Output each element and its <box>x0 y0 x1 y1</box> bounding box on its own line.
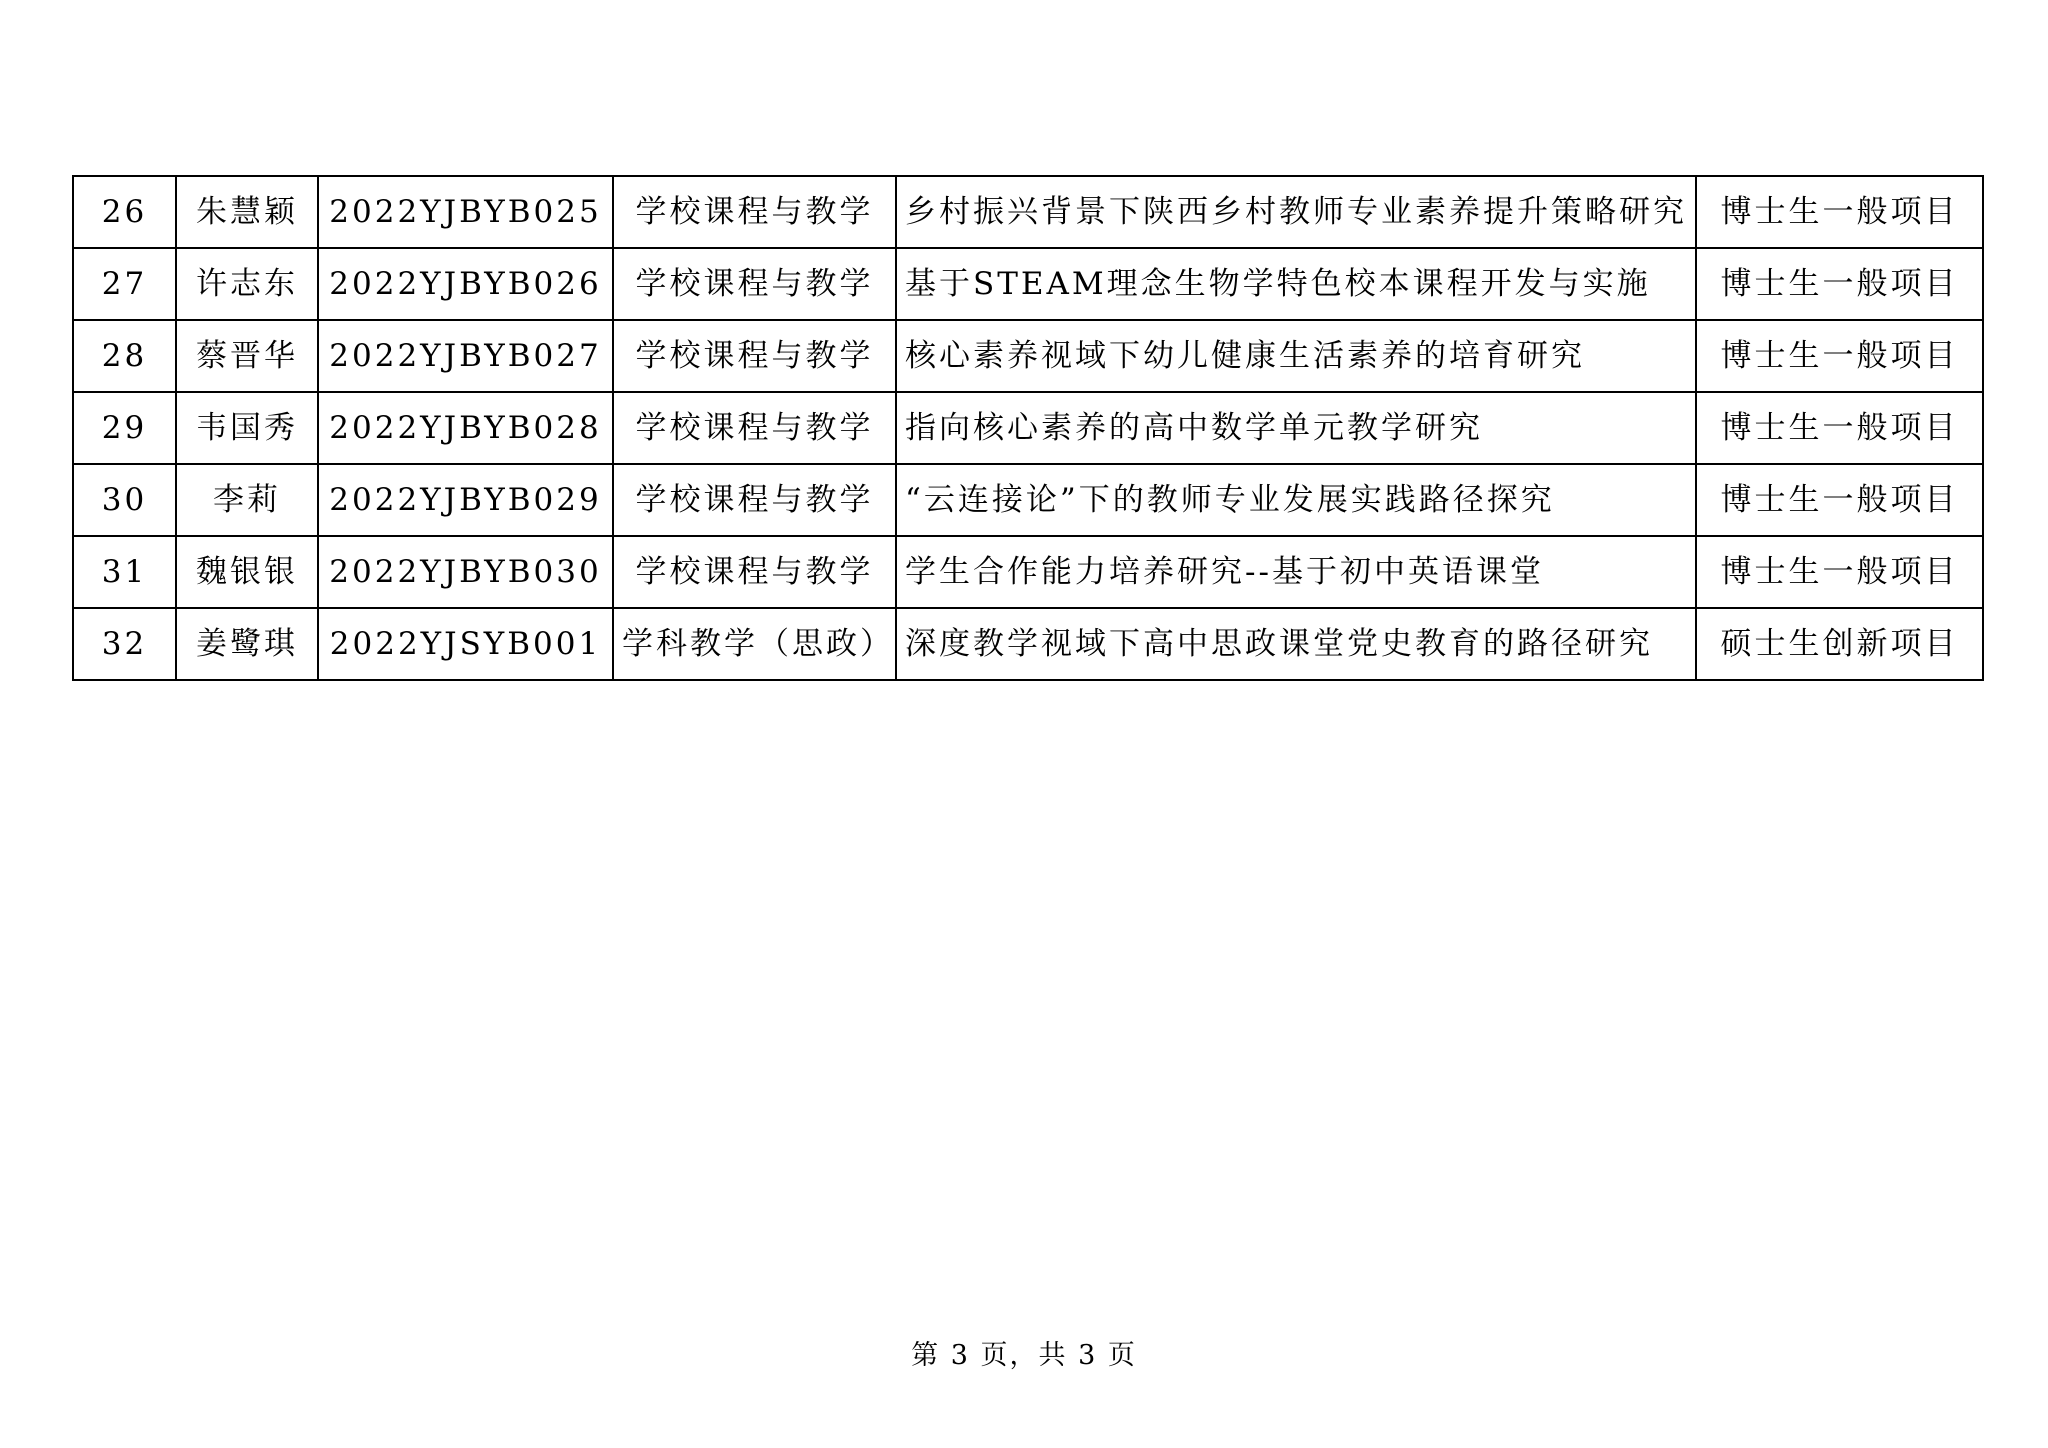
row-number-cell: 30 <box>73 464 176 536</box>
project-title-cell: 深度教学视域下高中思政课堂党史教育的路径研究 <box>896 608 1696 680</box>
project-title-cell: “云连接论”下的教师专业发展实践路径探究 <box>896 464 1696 536</box>
row-number-cell: 32 <box>73 608 176 680</box>
table-row <box>73 464 1983 536</box>
project-type-cell: 硕士生创新项目 <box>1696 608 1983 680</box>
project-code-cell: 2022YJBYB029 <box>318 464 613 536</box>
project-title-cell: 指向核心素养的高中数学单元教学研究 <box>896 392 1696 464</box>
project-type-cell: 博士生一般项目 <box>1696 464 1983 536</box>
project-type-cell: 博士生一般项目 <box>1696 176 1983 248</box>
page-footer: 第 3 页，共 3 页 <box>911 1340 1137 1371</box>
project-code-cell: 2022YJBYB028 <box>318 392 613 464</box>
table-row <box>73 608 1983 680</box>
row-number-cell: 26 <box>73 176 176 248</box>
table-row <box>73 320 1983 392</box>
table-row <box>73 536 1983 608</box>
project-table-body <box>73 176 1983 680</box>
discipline-cell: 学校课程与教学 <box>613 176 896 248</box>
project-code-cell: 2022YJBYB030 <box>318 536 613 608</box>
project-type-cell: 博士生一般项目 <box>1696 248 1983 320</box>
project-title-cell: 基于STEAM理念生物学特色校本课程开发与实施 <box>896 248 1696 320</box>
table-row <box>73 176 1983 248</box>
discipline-cell: 学校课程与教学 <box>613 392 896 464</box>
name-cell: 李莉 <box>176 464 318 536</box>
name-cell: 许志东 <box>176 248 318 320</box>
project-code-cell: 2022YJSYB001 <box>318 608 613 680</box>
project-title-cell: 核心素养视域下幼儿健康生活素养的培育研究 <box>896 320 1696 392</box>
discipline-cell: 学校课程与教学 <box>613 248 896 320</box>
row-number-cell: 27 <box>73 248 176 320</box>
row-number-cell: 31 <box>73 536 176 608</box>
project-code-cell: 2022YJBYB026 <box>318 248 613 320</box>
name-cell: 韦国秀 <box>176 392 318 464</box>
discipline-cell: 学科教学（思政） <box>613 608 896 680</box>
project-type-cell: 博士生一般项目 <box>1696 392 1983 464</box>
project-title-cell: 学生合作能力培养研究--基于初中英语课堂 <box>896 536 1696 608</box>
name-cell: 蔡晋华 <box>176 320 318 392</box>
project-code-cell: 2022YJBYB025 <box>318 176 613 248</box>
name-cell: 姜鹭琪 <box>176 608 318 680</box>
project-type-cell: 博士生一般项目 <box>1696 536 1983 608</box>
discipline-cell: 学校课程与教学 <box>613 464 896 536</box>
project-table <box>72 175 1984 681</box>
project-title-cell: 乡村振兴背景下陕西乡村教师专业素养提升策略研究 <box>896 176 1696 248</box>
row-number-cell: 29 <box>73 392 176 464</box>
discipline-cell: 学校课程与教学 <box>613 536 896 608</box>
table-row <box>73 248 1983 320</box>
name-cell: 魏银银 <box>176 536 318 608</box>
discipline-cell: 学校课程与教学 <box>613 320 896 392</box>
table-row <box>73 392 1983 464</box>
name-cell: 朱慧颖 <box>176 176 318 248</box>
project-type-cell: 博士生一般项目 <box>1696 320 1983 392</box>
project-code-cell: 2022YJBYB027 <box>318 320 613 392</box>
row-number-cell: 28 <box>73 320 176 392</box>
